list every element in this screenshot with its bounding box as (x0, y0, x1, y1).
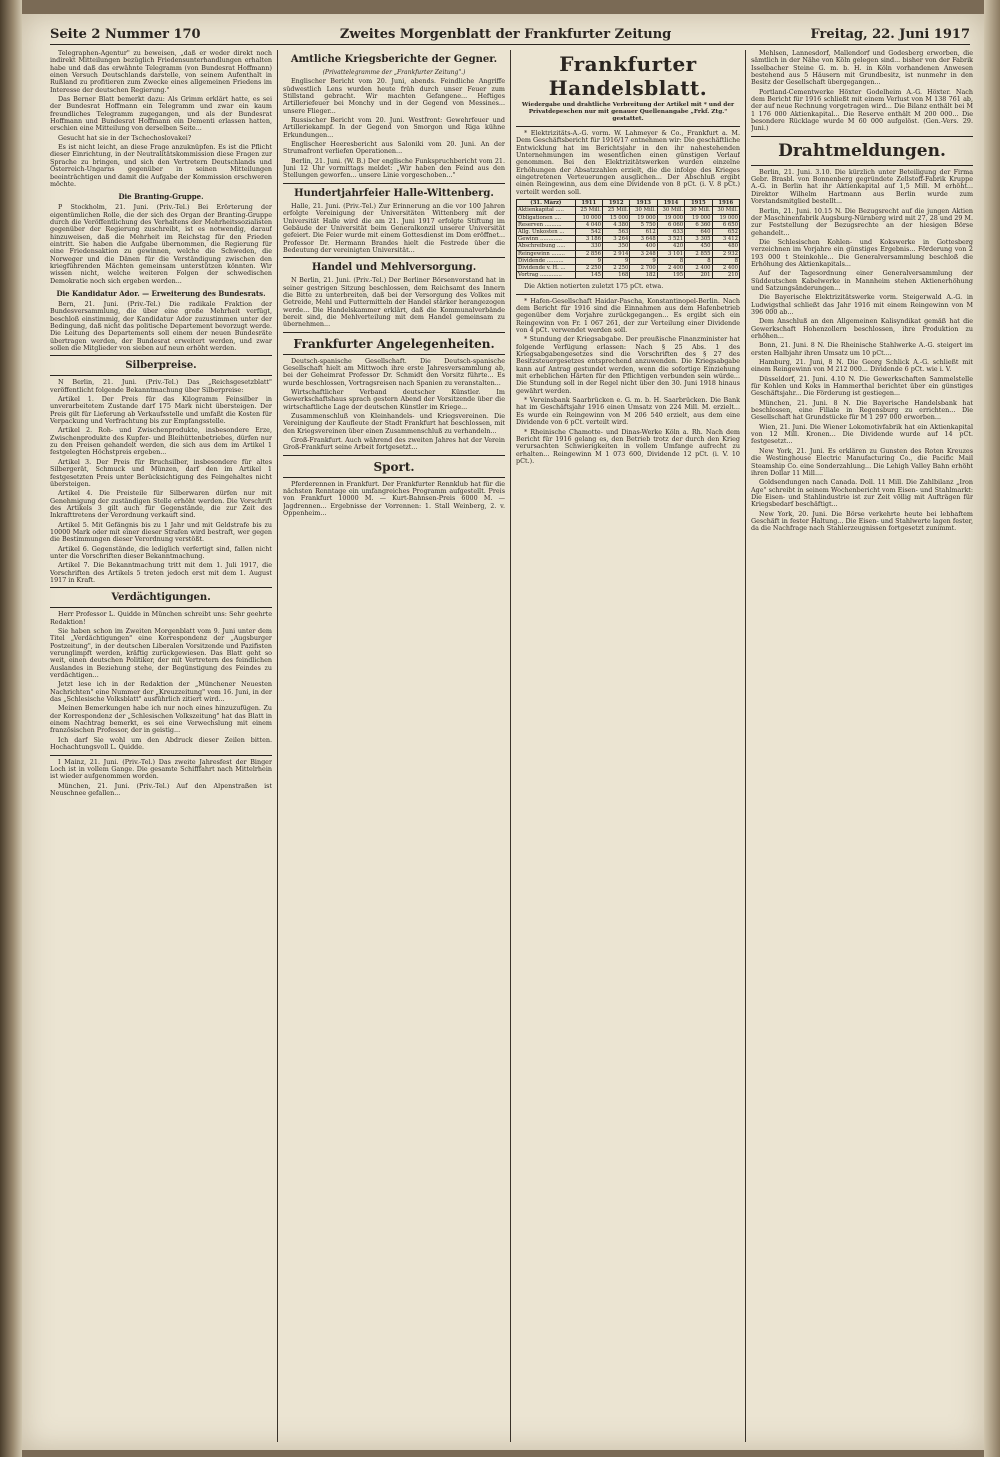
table-cell: 330 (575, 243, 602, 250)
divider (50, 755, 272, 756)
article-paragraph: Berlin, 21. Juni. 3.10. Die kürzlich unter Beteiligung der Firma Gebr. Brasbl. von Bonnenberg gegründete Zellstoff-Fabrik Kruppe A.-G. in Berlin hat ihr Aktienkapital auf 1,5 Mill. M erhöht... Direktor Wilhelm Hartmann aus Berlin wurde zum Vorstandsmitglied bestellt... (751, 167, 973, 206)
table-cell: 30 Mill. (685, 207, 712, 214)
table-cell: 9 (630, 257, 657, 264)
divider (50, 587, 272, 588)
handelsblatt-subtitle: Wiedergabe und drahtliche Verbreitung der Artikel mit * und der Privatdepeschen nur mit genauer Quellenangabe „Frkf. Ztg." gestattet. (521, 102, 735, 122)
table-cell: 350 (603, 243, 630, 250)
table-cell: 3 648 (630, 236, 657, 243)
column-rule (510, 50, 511, 1442)
divider (283, 183, 505, 184)
subheadline: (Privattelegramme der „Frankfurter Zeitung".) (322, 69, 466, 76)
divider (50, 355, 272, 356)
article-paragraph: Jetzt lese ich in der Redaktion der „Münchener Neuesten Nachrichten" eine Nummer der „Kreuzzeitung" vom 16. Juni, in der das „Schlesische Volksblatt" ausführlich zitiert wird... (50, 680, 272, 704)
article-paragraph: Groß-Frankfurt. Auch während des zweiten Jahres hat der Verein Groß-Frankfurt seine Arbeit fortgesetzt... (283, 436, 505, 452)
table-cell: 2 400 (712, 264, 739, 271)
table-cell: 19 000 (630, 214, 657, 221)
table-header-cell: 1915 (685, 200, 712, 207)
article-paragraph: * Rheinische Chamotte- und Dinas-Werke Köln a. Rh. Nach dem Bericht für 1916 gelang es, den Betrieb trotz der durch den Krieg verursachten Schwierigkeiten in vollem Umfange aufrecht zu erhalten... Reingewinn M 1 073 600, Dividende 12 pCt. (i. V. 10 pCt.). (516, 427, 740, 465)
article-paragraph: Artikel 1. Der Preis für das Kilogramm Feinsilber in unverarbeitetem Zustande darf 175 Mark nicht übersteigen. Der Preis gilt für Lieferung ab Verkaufsstelle und umfaßt die Kosten für Verpackung und Verfrachtung bis zur Empfangsstelle. (50, 395, 272, 426)
table-cell: 168 (603, 272, 630, 279)
table-cell: 4 040 (575, 221, 602, 228)
divider (751, 165, 973, 166)
table-cell: 2 932 (712, 250, 739, 257)
table-cell: Obligationen .... (517, 214, 576, 221)
table-cell: 3 264 (603, 236, 630, 243)
headline-kandidatur: Die Kandidatur Ador. — Erweiterung des Bundesrats. (56, 288, 266, 298)
table-cell: 640 (685, 228, 712, 235)
table-note: Die Aktien notierten zuletzt 175 pCt. etwa. (524, 282, 664, 291)
article-paragraph: Englischer Heeresbericht aus Saloniki vom 20. Juni. An der Strumafront verliefen Operationen... (283, 140, 505, 156)
table-cell: 3 101 (657, 250, 684, 257)
article-paragraph: Ich darf Sie wohl um den Abdruck dieser Zeilen bitten. Hochachtungsvoll L. Quidde. (50, 735, 272, 752)
table-cell: 145 (575, 272, 602, 279)
article-paragraph: Berlin, 21. Juni. 10.15 N. Die Bezugsrecht auf die jungen Aktien der Maschinenfabrik Augsburg-Nürnberg wird mit 27, 28 und 29 M. zur Feststellung der Bezugsrechte an der hiesigen Börse gehandelt... (751, 206, 973, 237)
article-paragraph: Artikel 7. Die Bekanntmachung tritt mit dem 1. Juli 1917, die Vorschriften des Artikels 5 treten jedoch erst mit dem 1. August 1917 in Kraft. (50, 561, 272, 584)
table-header-cell: 1913 (630, 200, 657, 207)
table-cell: 3 305 (685, 236, 712, 243)
article-paragraph: Artikel 4. Die Preisteile für Silberwaren dürfen nur mit Genehmigung der zuständigen Stelle erhöht werden. Die Vorschrift des Artikels 3 gilt auch für Gegenstände, die zur Zeit des Inkrafttretens der Verordnung verkauft sind. (50, 489, 272, 520)
header-right: Freitag, 22. Juni 1917 (810, 26, 970, 42)
article-paragraph: Meinen Bemerkungen habe ich nur noch eines hinzuzufügen. Zu der Korrespondenz der „Schlesischen Volkszeitung" hat das Blatt in einem Nachtrag bemerkt, es sei eine Verwechslung mit einem französischen Professor, der in geistig... (50, 704, 272, 735)
article-paragraph: Dem Anschluß an den Allgemeinen Kalisyndikat gemäß hat die Gewerkschaft Hohenzollern beschlossen, ihre Produktion zu erhöhen... (751, 317, 973, 340)
column-rule (745, 50, 746, 1442)
divider (50, 607, 272, 608)
table-cell: 10 000 (575, 214, 602, 221)
table-body (517, 207, 740, 279)
table-cell: 210 (712, 272, 739, 279)
table-cell: 30 Mill. (712, 207, 739, 214)
article-paragraph: Telegraphen-Agentur" zu beweisen, „daß er weder direkt noch indirekt Mitteilungen bezüglich Friedensunterhandlungen erhalten habe und daß das erwähnte Telegramm (von Bundesrat Hoffmann) einen Versuch Deutschlands darstelle, von seinem Aufenthalt in Rußland zu profitieren zum Zwecke eines allgemeinen Friedens im Interesse der deutschen Regierung." (50, 50, 272, 94)
table-header-cell: (31. März) (517, 200, 576, 207)
table-row (517, 207, 740, 214)
article-paragraph: Artikel 5. Mit Gefängnis bis zu 1 Jahr und mit Geldstrafe bis zu 10000 Mark oder mit einer dieser Strafen wird bestraft, wer gegen die Bestimmungen dieser Verordnung verstößt. (50, 520, 272, 544)
divider (283, 332, 505, 333)
article-paragraph: Russischer Bericht vom 20. Juni. Westfront: Gewehrfeuer und Artilleriekampf. In der Gegend von Smorgon und Riga kühne Erkundungen... (283, 116, 505, 139)
article-paragraph: Artikel 6. Gegenstände, die lediglich verfertigt sind, fallen nicht unter die Vorschriften dieser Bekanntmachung. (50, 544, 272, 560)
table-cell: 2 250 (603, 264, 630, 271)
table-header-cell: 1914 (657, 200, 684, 207)
article-paragraph: Bonn, 21. Juni. 8 N. Die Rheinische Stahlwerke A.-G. steigert im ersten Halbjahr ihren Umsatz um 10 pCt.... (751, 341, 973, 357)
article-paragraph: München, 21. Juni. (Priv.-Tel.) Auf den Alpenstraßen ist Neuschnee gefallen... (50, 781, 272, 797)
article-paragraph: Artikel 2. Roh- und Zwischenprodukte, insbesondere Erze, Zwischenprodukte des Kupfer- und Bleihüttenbetriebes, dürfen nur zu den Preisen gehandelt werden, die sich aus dem im Artikel 1 festgelegten Höchstpreis ergeben... (50, 426, 272, 457)
table-cell: 450 (685, 243, 712, 250)
table-cell: Reingewinn ........ (517, 250, 576, 257)
table-cell: 3 248 (630, 250, 657, 257)
column-rule (277, 50, 278, 1442)
divider (751, 136, 973, 137)
article-paragraph: Artikel 3. Der Preis für Bruchsilber, insbesondere für altes Silbergerät, Schmuck und Münzen, darf den im Artikel 1 festgesetzten Preis unter Berücksichtigung des Feingehaltes nicht übersteigen. (50, 457, 272, 488)
article-paragraph: Gesucht hat sie in der Tschechoslovakei? (58, 133, 192, 142)
headline-handel: Handel und Mehlversorgung. (311, 262, 477, 274)
article-paragraph: Die Schlesischen Kohlen- und Kokswerke in Gottesberg verzeichnen im Vorjahre ein günstiges Ergebnis... Förderung von 2 193 000 t Steinkohle... Die Generalversammlung beschloß die Erhöhung des Aktienkapitals... (751, 237, 973, 268)
table-cell: 3 521 (657, 236, 684, 243)
table-cell: 201 (685, 272, 712, 279)
article-paragraph: Berlin, 21. Juni. (W. B.) Der englische Funkspruchbericht vom 21. Juni 12 Uhr vormittags meldet: „Wir haben den Feind aus den Stellungen geworfen... unsere Linie vorgeschoben..." (283, 156, 505, 180)
column-2 (283, 50, 505, 1440)
table-cell: 2 400 (685, 264, 712, 271)
article-paragraph: P Stockholm, 21. Juni. (Priv.-Tel.) Bei Erörterung der eigentümlichen Rolle, die der sich des Organ der Branting-Gruppe durch die Veröffentlichung des Verhaltens der Mehrheitssozialisten gegenüber der Regierung zuschreibt, ist es notwendig, darauf hinzuweisen, daß die Mehrheit im Reichstag für den Frieden eintritt. Sie haben die Aufgabe übernommen, die Regierung für eine Friedensaktion zu gewinnen, welche die Schweden, die Norweger und die Dänen für die Verständigung zwischen den kriegführenden Mächten gemeinsam unterstützen könnten. Wir wissen nicht, welche weiteren Folgen der schwedischen Demokratie noch sich ergeben werden... (50, 203, 272, 285)
article-paragraph: Portland-Cementwerke Höxter Godelheim A.-G. Höxter. Nach dem Bericht für 1916 schließt mit einem Verlust von M 138 761 ab, der auf neue Rechnung vorgetragen wird... Die Bilanz enthält bei M 1 176 000 Aktienkapital... Die Reserve enthält M 200 000... Die besondere Rücklage wurde M 60 000 aufgelöst. (Gen.-Vers. 29. Juni.) (751, 87, 973, 133)
table-cell: 195 (657, 272, 684, 279)
table-header-cell: 1912 (603, 200, 630, 207)
table-cell: Abschreibung ..... (517, 243, 576, 250)
table-cell: 19 000 (685, 214, 712, 221)
article-paragraph: Düsseldorf, 21. Juni. 4.10 N. Die Gewerkschaften Sammelstelle für Kohlen und Koks in Hammerthal berichtet über ein günstiges Geschäftsjahr... Die Förderung ist gestiegen... (751, 374, 973, 398)
table-header-cell: 1916 (712, 200, 739, 207)
table-cell: 2 700 (630, 264, 657, 271)
table-cell: Aktienkapital ..... (517, 207, 576, 214)
table-row (517, 221, 740, 228)
page-edge (984, 0, 1000, 1457)
table-header-cell: 1911 (575, 200, 602, 207)
table-cell: Dividende .......... (517, 257, 576, 264)
table-cell: 2 250 (575, 264, 602, 271)
table-cell: Dividende v. H. ... (517, 264, 576, 271)
book-spine (0, 0, 22, 1457)
divider (50, 375, 272, 376)
divider (283, 477, 505, 478)
table-cell: 3 186 (575, 236, 602, 243)
article-paragraph: Zusammenschluß von Kleinhandels- und Kriegsvereinen. Die Vereinigung der Kaufleute der Stadt Frankfurt hat beschlossen, mit den Kriegsvereinen über einen Zusammenschluß zu verhandeln... (283, 412, 505, 435)
table-cell: 8 (657, 257, 684, 264)
table-cell: 400 (630, 243, 657, 250)
table-row (517, 214, 740, 221)
table-row (517, 257, 740, 264)
table-row (517, 250, 740, 257)
article-paragraph: Es ist nicht leicht, an diese Frage anzuknüpfen. Es ist die Pflicht dieser Einrichtung, in der Neutralitätskommission diese Fragen zur Sprache zu bringen, und sich den Vertretern Deutschlands und Österreich-Ungarns gegenüber in seinen Mitteilungen beeinträchtigen und damit die Aufgabe der Kommission erschweren möchte. (50, 143, 272, 188)
financial-table (516, 199, 740, 279)
article-paragraph: Hamburg, 21. Juni, 8 N. Die Georg Schlick A.-G. schließt mit einem Reingewinn von M 212 000... Dividende 6 pCt. wie i. V. (751, 358, 973, 374)
running-header (50, 24, 970, 45)
table-cell: 420 (657, 243, 684, 250)
headline-silberpreise: Silberpreise. (125, 360, 197, 372)
table-cell: 8 (685, 257, 712, 264)
article-paragraph: Auf der Tagesordnung einer Generalversammlung der Süddeutschen Kabelwerke in Mannheim stehen Aktienerhöhung und Satzungsänderungen... (751, 269, 973, 292)
table-cell: 542 (575, 228, 602, 235)
divider (283, 455, 505, 456)
table-cell: 25 Mill. (575, 207, 602, 214)
table-cell: 2 856 (575, 250, 602, 257)
article-paragraph: * Hafen-Gesellschaft Haidar-Pascha, Konstantinopel-Berlin. Nach dem Bericht für 1916 sind die Einnahmen aus dem Hafenbetrieb gegenüber dem Vorjahre zurückgegangen... Es ergibt sich ein Reingewinn von Fr. 1 067 261, der zur Verteilung einer Dividende von 4 pCt. verwendet werden soll. (516, 296, 740, 335)
header-left: Seite 2 Nummer 170 (50, 26, 201, 42)
table-cell: 19 000 (712, 214, 739, 221)
table-cell: Reserven .......... (517, 221, 576, 228)
article-paragraph: I Mainz, 21. Juni. (Priv.-Tel.) Das zweite Jahresfest der Binger Loch ist in vollem Gange. Die gesamte Schifffahrt nach Mittelrhein ist wieder aufgenommen worden. (50, 757, 272, 781)
article-paragraph: New York, 20. Juni. Die Börse verkehrte heute bei lebhaftem Geschäft in fester Haltung... Die Eisen- und Stahlwerte lagen fester, da die Nachfrage nach Stahlerzeugnissen fortgesetzt zunimmt. (751, 509, 973, 533)
article-paragraph: N Berlin, 21. Juni. (Priv.-Tel.) Das „Reichsgesetzblatt" veröffentlicht folgende Bekanntmachung über Silberpreise: (50, 378, 272, 394)
table-cell: 30 Mill. (630, 207, 657, 214)
table-cell: 480 (712, 243, 739, 250)
table-cell: 633 (657, 228, 684, 235)
article-paragraph: Das Berner Blatt bemerkt dazu: Als Grimm erklärt hatte, es sei der Bundesrat Hoffmann ein Telegramm und zwar ein kaum freundliches Telegramm zugegangen, und als der Bundesrat Hoffmann und Bundesrat Hoffmann ein Dementi erlassen hatten, erschien eine Mitteilung von derselben Seite... (50, 95, 272, 133)
article-paragraph: Die Bayerische Elektrizitätswerke vorm. Steigerwald A.-G. in Ludwigsthal schließt das Jahr 1916 mit einem Reingewinn von M 396 000 ab... (751, 293, 973, 316)
headline-kriegsberichte: Amtliche Kriegsberichte der Gegner. (290, 54, 498, 65)
divider (516, 294, 740, 295)
table-row (517, 236, 740, 243)
newspaper-page (22, 14, 984, 1450)
article-paragraph: New York, 21. Juni. Es erklären zu Gunsten des Roten Kreuzes die Westinghouse Electric Manufacturing Co., die Pacific Mail Steamship Co. eine Sonderzahlung... Die Lehigh Valley Bahn erhöht ihren Dollar 11 Mill.... (751, 446, 973, 477)
table-cell: 6 360 (685, 221, 712, 228)
article-paragraph: Deutsch-spanische Gesellschaft. Die Deutsch-spanische Gesellschaft hielt am Mittwoch ihre erste Jahresversammlung ab, bei der Geheimrat Professor Dr. Schmidt den Vorsitz führte... Es wurde beschlossen, Vortragsreisen nach Spanien zu veranstalten... (283, 356, 505, 387)
table-cell: 9 (603, 257, 630, 264)
headline-branting: Die Branting-Gruppe. (118, 192, 204, 202)
table-cell: 2 914 (603, 250, 630, 257)
article-paragraph: * Vereinsbank Saarbrücken e. G. m. b. H. Saarbrücken. Die Bank hat im Geschäftsjahr 1916 einen Umsatz von 224 Mill. M. erzielt... Es wurde ein Reingewinn von M 206 540 erzielt, aus dem eine Dividende von 6 pCt. verteilt wird. (516, 396, 740, 427)
article-paragraph: Herr Professor L. Quidde in München schreibt uns: Sehr geehrte Redaktion! (50, 610, 272, 626)
column-4 (751, 50, 973, 1440)
table-cell: Allg. Unkosten ... (517, 228, 576, 235)
article-paragraph: Halle, 21. Juni. (Priv.-Tel.) Zur Erinnerung an die vor 100 Jahren erfolgte Vereinigung der Universitäten Wittenberg mit der Universität Halle wird die am 21. Juni 1917 erfolgte Stiftung im Gebäude der Universität beim Generalkonzil unserer Universität gefeiert. Die Feier wurde mit einem Gottesdienst im Dom eröffnet... Professor Dr. Hermann Brandes hielt die Festrede über die Bedeutung der vereinigten Universität... (283, 201, 505, 254)
column-1 (50, 50, 272, 1440)
article-paragraph: * Elektrizitäts-A.-G. vorm. W. Lahmeyer & Co., Frankfurt a. M. Dem Geschäftsbericht für 1916/17 entnehmen wir: Die geschäftliche Entwicklung hat im Berichtsjahr in den ihr nahestehenden Unternehmungen im wesentlichen einen günstigen Verlauf genommen. Bei den Elektrizitätswerken wurden einzelne Erhöhungen der Absatzzahlen erzielt, die die infolge des Krieges eingetretenen Verteuerungen ausglichen... Der Abschluß ergibt einen Reingewinn, aus dem eine Dividende von 8 pCt. (i. V. 8 pCt.) verteilt werden soll. (516, 129, 740, 196)
headline-sport: Sport. (373, 459, 415, 474)
divider (283, 354, 505, 355)
table-cell: 2 400 (657, 264, 684, 271)
table-cell: 4 380 (603, 221, 630, 228)
table-cell: 3 412 (712, 236, 739, 243)
table-row (517, 264, 740, 271)
article-paragraph: N Berlin, 21. Juni. (Priv.-Tel.) Der Berliner Börsenvorstand hat in seiner gestrigen Sitzung beschlossen, dem Reichsamt des Innern die Bitte zu unterbreiten, daß bei der Versorgung des Volkes mit Getreide, Mehl und Futtermitteln der Handel stärker herangezogen werde... Die Handelskammer erklärt, daß die Kommunalverbände bereit sind, die Mehlverteilung mit dem Handel gemeinsam zu übernehmen... (283, 276, 505, 329)
headline-drahtmeldungen: Drahtmeldungen. (778, 140, 946, 161)
table-cell: Vortrag ............. (517, 272, 576, 279)
table-cell: 8 (712, 257, 739, 264)
divider (283, 257, 505, 258)
handelsblatt-masthead: Frankfurter Handelsblatt. (548, 52, 708, 100)
table-cell: 563 (603, 228, 630, 235)
table-cell: 612 (630, 228, 657, 235)
article-paragraph: Englischer Bericht vom 20. Juni, abends. Feindliche Angriffe südwestlich Lens wurden heute früh durch unser Feuer zum Stillstand gebracht. Wir machten Gefangene... Heftiges Artilleriefeuer bei Monchy und in der Gegend von Messines... unsere Flieger... (283, 77, 505, 115)
table-cell: 6 060 (657, 221, 684, 228)
column-3 (516, 50, 740, 1440)
table-row (517, 243, 740, 250)
table-cell: 652 (712, 228, 739, 235)
article-paragraph: Sie haben schon im Zweiten Morgenblatt vom 9. Juni unter dem Titel „Verdächtigungen" eine Korrespondenz der „Augsburger Postzeitung", in der deutschen Liberalen Vorsitzende und Pazifisten verunglimpft werden, kräftig zurückgewiesen. Das Blatt geht so weit, einen deutschen Politiker, der mit Vertretern des feindlichen Auslandes in Beziehung stehe, der Begünstigung des Feindes zu verdächtigen... (50, 627, 272, 680)
article-paragraph: * Stundung der Kriegsabgabe. Der preußische Finanzminister hat folgende Verfügung erlassen: Nach § 25 Abs. 1 des Kriegsabgabengesetzes sind die Vorschriften des § 27 des Besitzsteuergesetzes entsprechend anzuwenden. Die Kriegsabgabe kann auf Antrag gestundet werden, wenn die sofortige Einziehung mit erheblichen Härten für den Pflichtigen verbunden sein würde... Die Stundung soll in der Regel nicht über den 30. Juni 1918 hinaus gewährt werden. (516, 335, 740, 395)
table-cell: 2 855 (685, 250, 712, 257)
headline-halle: Hundertjahrfeier Halle-Wittenberg. (294, 187, 494, 199)
table-cell: Gewinn ............. (517, 236, 576, 243)
header-center: Zweites Morgenblatt der Frankfurter Zeitung (339, 26, 672, 42)
table-cell: 15 000 (603, 214, 630, 221)
table-row (517, 228, 740, 235)
article-paragraph: München, 21. Juni. 8 N. Die Bayerische Handelsbank hat beschlossen, eine Filiale in Regensburg zu errichten... Die Gesellschaft hat Grundstücke für M 1 297 000 erworben... (751, 398, 973, 422)
table-row (517, 272, 740, 279)
table-cell: 5 750 (630, 221, 657, 228)
headline-frankfurter-angelegenheiten: Frankfurter Angelegenheiten. (293, 336, 495, 351)
headline-verdaechtigungen: Verdächtigungen. (111, 592, 211, 604)
divider (516, 126, 740, 127)
article-paragraph: Wien, 21. Juni. Die Wiener Lokomotivfabrik hat ein Aktienkapital von 12 Mill. Kronen... Die Dividende wurde auf 14 pCt. festgesetzt... (751, 422, 973, 446)
table-cell: 182 (630, 272, 657, 279)
table-cell: 30 Mill. (657, 207, 684, 214)
article-paragraph: Mehlsen, Lannesdorf, Mallendorf und Godesberg erworben, die sämtlich in der Nähe von Köln gelegen sind... bisher von der Fabrik Isselbacher Steine G. m. b. H. in Köln vorhandenen Anwesen bestehend aus 5 Häusern mit Grundbesitz, ist nunmehr in den Besitz der Gesellschaft übergegangen... (751, 50, 973, 87)
table-cell: 25 Mill. (603, 207, 630, 214)
article-paragraph: Wirtschaftlicher Verband deutscher Künstler. Im Gewerkschaftshaus sprach gestern Abend der Vorsitzende über die wirtschaftliche Lage der deutschen Künstler im Kriege... (283, 388, 505, 411)
table-header-row (517, 200, 740, 207)
table-cell: 9 (575, 257, 602, 264)
article-paragraph: Bern, 21. Juni. (Priv.-Tel.) Die radikale Fraktion der Bundesversammlung, die über eine große Mehrheit verfügt, beschloß einstimmig, der Kandidatur Ador zuzustimmen unter der Bedingung, daß nicht das politische Departement bevorzugt werde. Die Leitung des Departements soll einem der neuen Bundesräte übertragen werden, der Bundesrat erweitert werden, und zwar sollen die Mitglieder von sieben auf neun erhöht werden. (50, 299, 272, 353)
article-paragraph: Pferderennen in Frankfurt. Der Frankfurter Rennklub hat für die nächsten Renntage ein umfangreiches Programm aufgestellt. Preis von Frankfurt 10000 M. — Kurt-Bahnsen-Preis 6000 M. — Jagdrennen... Ergebnisse der Vorrennen: 1. Stall Weinberg, 2. v. Oppenheim... (283, 479, 505, 518)
table-cell: 19 000 (657, 214, 684, 221)
table-cell: 6 650 (712, 221, 739, 228)
article-paragraph: Goldsendungen nach Canada. Doll. 11 Mill. Die Zahlbilanz „Iron Age" schreibt in seinem Wochenbericht vom Eisen- und Stahlmarkt: Die Eisen- und Stahlindustrie ist zur Zeit völlig mit Aufträgen für Kriegsbedarf beschäftigt... (751, 478, 973, 509)
